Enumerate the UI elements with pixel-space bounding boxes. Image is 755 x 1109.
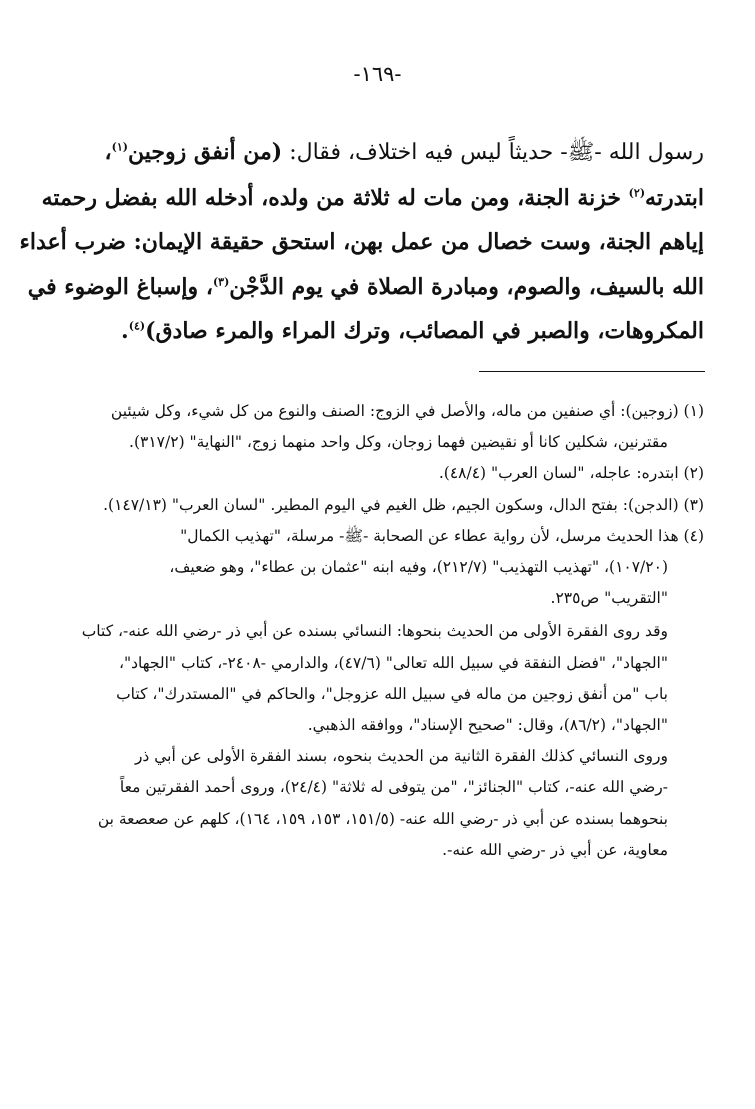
hadith-text bbox=[19, 130, 704, 354]
footnote-separator bbox=[479, 371, 705, 372]
footnote-1-line-1: (١) (زوجين): أي صنفين من ماله، والأصل في الزوج: الصنف والنوع من كل شيء، وكل شيئين bbox=[110, 402, 704, 420]
footnote-2: (٢) ابتدره: عاجله، "لسان العرب" (٤٨/٤). bbox=[438, 464, 704, 483]
footnote-4-paragraph-2-line-4: "الجهاد"، (٨٦/٢)، وقال: "صحيح الإسناد"، ووافقه الذهبي. bbox=[307, 716, 668, 735]
hadith-line-1-quote: (من أنفق زوجين bbox=[128, 139, 283, 165]
footnote-4-paragraph-2-line-3: باب "من أنفق زوجين من ماله في سبيل الله عزوجل"، والحاكم في "المستدرك"، كتاب bbox=[116, 684, 668, 703]
hadith-line-2 bbox=[41, 176, 704, 221]
hadith-line-5-start: المكروهات، والصبر في المصائب، وترك المراء والمرء صادق) bbox=[145, 318, 704, 344]
hadith-line-2-rest: خزنة الجنة، ومن مات له ثلاثة من ولده، أدخله الله بفضل رحمته bbox=[41, 184, 629, 211]
footnote-ref-2: (٢) bbox=[628, 186, 646, 200]
footnote-4-paragraph-2-line-1: وقد روى الفقرة الأولى من الحديث بنحوها: النسائي بسنده عن أبي ذر -رضي الله عنه-، كتاب bbox=[81, 622, 668, 641]
hadith-line-1-end: ، bbox=[104, 139, 112, 165]
footnote-4-paragraph-2-line-2: "الجهاد"، "فضل النفقة في سبيل الله تعالى" (٤٧/٦)، والدارمي -٢٤٠٨-، كتاب "الجهاد"، bbox=[118, 653, 668, 672]
footnote-ref-3: (٣) bbox=[212, 275, 230, 289]
hadith-line-1 bbox=[104, 130, 704, 176]
hadith-line-3 bbox=[19, 220, 704, 265]
footnote-4-paragraph-3-line-2: -رضي الله عنه-، كتاب "الجنائز"، "من يتوفى له ثلاثة" (٢٤/٤)، وروى أحمد الفقرتين معاً bbox=[119, 778, 668, 797]
footnote-4-paragraph-3-line-4: معاوية، عن أبي ذر -رضي الله عنه-. bbox=[442, 840, 668, 859]
footnote-4-line-3: "التقريب" ص٢٣٥. bbox=[550, 589, 668, 608]
hadith-line-5-end: . bbox=[121, 318, 129, 344]
hadith-line-3-text: إياهم الجنة، وست خصال من عمل بهن، استحق حقيقة الإيمان: ضرب أعداء bbox=[19, 229, 704, 255]
hadith-line-4 bbox=[27, 265, 704, 310]
hadith-line-2-start: ابتدرته bbox=[645, 184, 704, 211]
footnote-4-line-1: (٤) هذا الحديث مرسل، لأن رواية عطاء عن الصحابة -ﷺ- مرسلة، "تهذيب الكمال" bbox=[180, 526, 704, 545]
footnotes-section bbox=[81, 396, 704, 866]
page-number: -١٦٩- bbox=[353, 62, 402, 86]
hadith-line-5 bbox=[104, 309, 704, 354]
hadith-line-4-rest: ، وإسباغ الوضوء في bbox=[27, 273, 213, 300]
footnote-3: (٣) (الدجن): بفتح الدال، وسكون الجيم، ظل الغيم في اليوم المطير. "لسان العرب" (١٤٧/١٣). bbox=[103, 495, 704, 514]
footnote-ref-4: (٤) bbox=[128, 319, 146, 333]
hadith-line-4-start: الله بالسيف، والصوم، ومبادرة الصلاة في يوم الدَّجْن bbox=[229, 273, 704, 300]
hadith-line-1-intro: رسول الله -ﷺ- حديثاً ليس فيه اختلاف، فقال: bbox=[282, 140, 704, 165]
footnote-4-paragraph-3-line-1: وروى النسائي كذلك الفقرة الثانية من الحديث بنحوه، بسند الفقرة الأولى عن أبي ذر bbox=[134, 747, 668, 766]
footnote-4-line-2: (١٠٧/٢٠)، "تهذيب التهذيب" (٢١٢/٧)، وفيه ابنه "عثمان بن عطاء"، وهو ضعيف، bbox=[169, 558, 668, 577]
footnote-1-line-2: مقترنين، شكلين كانا أو نقيضين فهما زوجان، وكل واحد منهما زوج، "النهاية" (٣١٧/٢). bbox=[129, 433, 668, 452]
footnote-ref-1: (١) bbox=[111, 140, 128, 154]
footnote-4-paragraph-3-line-3: بنحوهما بسنده عن أبي ذر -رضي الله عنه- (١٥١/٥، ١٥٣، ١٥٩، ١٦٤)، كلهم عن صعصعة بن bbox=[97, 809, 668, 828]
